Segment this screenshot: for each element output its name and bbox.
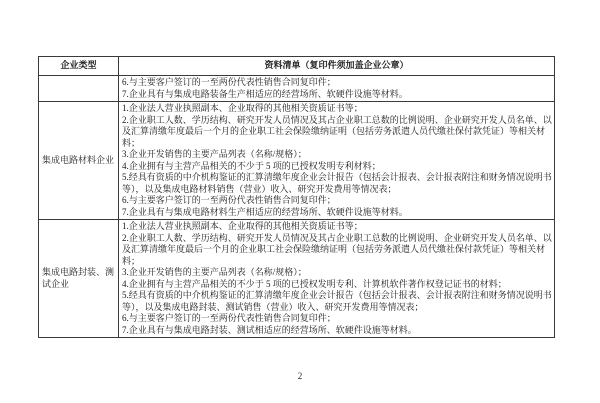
page-number: 2	[297, 371, 303, 381]
materials-cell	[119, 102, 555, 220]
material-item: 6.与主要客户签订的一至两份代表性销售合同复印件；	[122, 77, 336, 87]
table-row-ic-packaging-testing	[39, 220, 555, 338]
material-item: 5.经具有资质的中介机构鉴证的汇算清缴年度企业会计报告（包括会计报表、会计报表附注和财务情况说明书等），以及集成电路封装、测试销售（营业）收入、研究开发费用等情况表；	[122, 290, 552, 312]
header-enterprise-type: 企业类型	[39, 57, 119, 76]
enterprise-type-cell: 集成电路封装、测试企业	[39, 220, 119, 338]
enterprise-type-cell: 集成电路材料企业	[39, 102, 119, 220]
material-item: 7.企业具有与集成电路封装、测试相适应的经营场所、软硬件设施等材料。	[122, 324, 417, 335]
material-item: 4.企业拥有与主营产品相关的不少于 5 项的已授权发明专利材料；	[122, 160, 381, 171]
materials-requirements-table	[38, 56, 555, 338]
enterprise-type-cell-empty	[39, 76, 119, 102]
material-item: 1.企业法人营业执照副本、企业取得的其他相关资质证书等；	[122, 103, 363, 113]
table-header-row	[39, 57, 555, 76]
materials-cell	[119, 220, 555, 338]
header-materials-list: 资料清单（复印件须加盖企业公章）	[119, 57, 555, 76]
material-item: 7.企业具有与集成电路装备生产相适应的经营场所、软硬件设施等材料。	[122, 88, 408, 99]
material-item: 5.经具有资质的中介机构鉴证的汇算清缴年度企业会计报告（包括会计报表、会计报表附注和财务情况说明书等），以及集成电路材料销售（营业）收入、研究开发费用等情况表；	[122, 172, 552, 194]
material-item: 2.企业职工人数、学历结构、研究开发人员情况及其占企业职工总数的比例说明、企业研究开发人员名单、以及汇算清缴年度最后一个月的企业职工社会保险缴纳证明（包括劳务派遣人员代缴社保付款凭证）等相关材料；	[122, 114, 552, 148]
material-item: 6.与主要客户签订的一至两份代表性销售合同复印件；	[122, 195, 336, 205]
table-row-continuation	[39, 76, 555, 102]
material-item: 3.企业开发销售的主要产品列表（名称/规格）；	[122, 149, 307, 159]
material-item: 4.企业拥有与主营产品相关的不少于 5 项的已授权发明专利、计算机软件著作权登记证书的材料；	[122, 278, 507, 289]
materials-cell	[119, 76, 555, 102]
table-row-ic-materials	[39, 102, 555, 220]
material-item: 3.企业开发销售的主要产品列表（名称/规格）；	[122, 267, 307, 277]
material-item: 2.企业职工人数、学历结构、研究开发人员情况及其占企业职工总数的比例说明、企业研究开发人员名单、以及汇算清缴年度最后一个月的企业职工社会保险缴纳证明（包括劳务派遣人员代缴社保付款凭证）等相关材料；	[122, 232, 552, 266]
material-item: 1.企业法人营业执照副本、企业取得的其他相关资质证书等；	[122, 221, 363, 231]
material-item: 7.企业具有与集成电路材料生产相适应的经营场所、软硬件设施等材料。	[122, 206, 408, 217]
material-item: 6.与主要客户签订的一至两份代表性销售合同复印件；	[122, 313, 336, 323]
